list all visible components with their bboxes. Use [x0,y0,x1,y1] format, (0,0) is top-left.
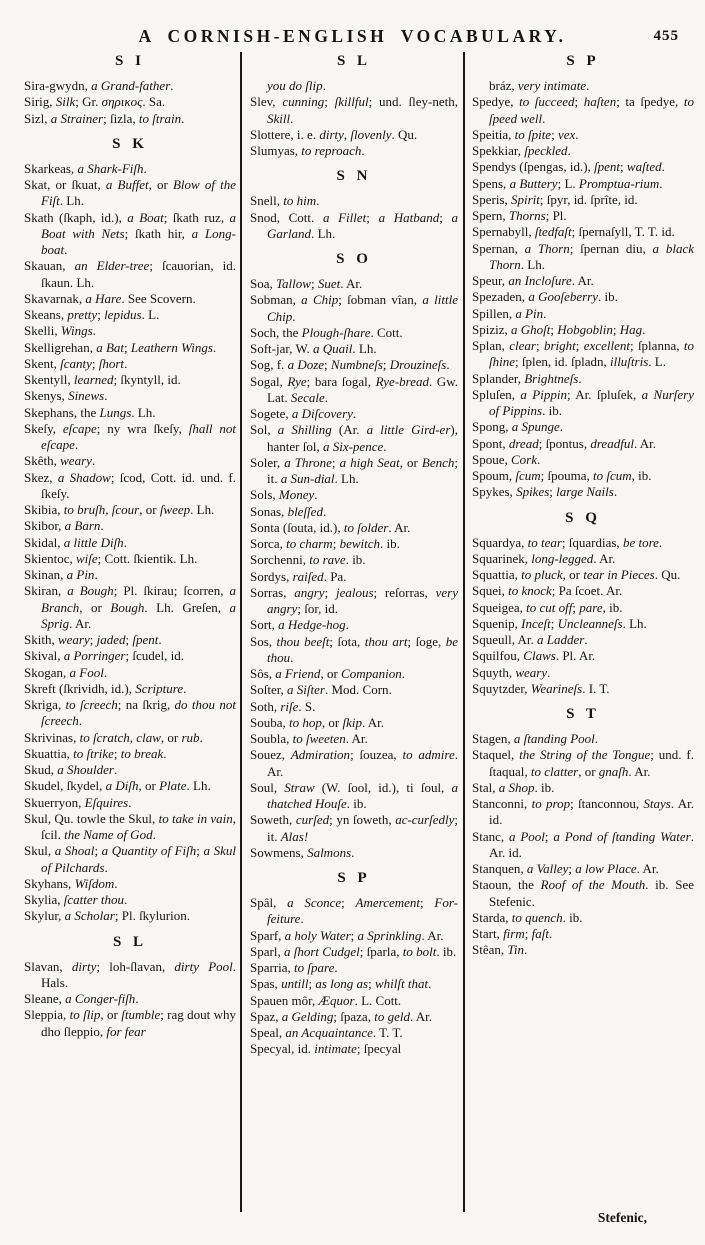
section-heading: S T [566,706,600,722]
dictionary-entry: Skibor, a Barn. [24,518,104,534]
dictionary-entry: Splan, clear; bright; excellent; ſplanna, to ſhine; ſplen, id. ſpladn, illuſtris. L. [472,338,694,370]
dictionary-entry: Skelli, Wings. [24,323,96,339]
dictionary-entry: Skidal, a little Diſh. [24,534,127,550]
entry-continuation: you do ſlip. [267,78,326,93]
dictionary-entry: Squilfou, Claws. Pl. Ar. [472,648,596,664]
dictionary-entry: Sparl, a ſhort Cudgel; ſparla, to bolt. ib. [250,943,457,959]
section-heading: S O [336,251,372,267]
dictionary-entry: Spendys (ſpengas, id.), ſpent; waſted. [472,159,665,175]
dictionary-entry: Skudel, ſkydel, a Diſh, or Plate. Lh. [24,778,211,794]
dictionary-entry: Skyhans, Wiſdom. [24,875,118,891]
dictionary-entry: Skenys, Sinews. [24,388,108,404]
dictionary-entry: Speal, an Acquaintance. T. T. [250,1025,403,1040]
dictionary-entry: Stanconni, to prop; ſtanconnou, Stays. Ar. id. [472,796,694,828]
dictionary-entry: Soch, the Plough-ſhare. Cott. [250,324,403,340]
dictionary-entry: Skat, or ſkuat, a Buffet, or Blow of the Fiſt. Lh. [24,177,237,209]
dictionary-entry: Skientoc, wiſe; Cott. ſkientik. Lh. [24,550,198,566]
dictionary-entry: Souez, Admiration; ſouzea, to admire. Ar. [250,747,458,779]
dictionary-entry: Specyal, id. intimate; ſpecyal [250,1041,402,1057]
dictionary-entry: Spong, a Spunge. [472,419,564,435]
dictionary-entry: Skarkeas, a Shark-Fiſh. [24,160,147,176]
dictionary-entry: Stêan, Tin. [472,942,528,958]
section-heading: S L [112,933,148,950]
dictionary-entry: Skiran, a Bough; Pl. ſkirau; ſcorren, a Branch, or Bough. Lh. Greſen, a Sprig. Ar. [24,583,236,631]
dictionary-entry: Spaz, a Gelding; ſpaza, to geld. Ar. [250,1008,433,1024]
dictionary-entry: Squenip, Inceſt; Uncleanneſs. Lh. [472,615,647,631]
dictionary-entry: Skentyll, learned; ſkyntyll, id. [24,372,181,387]
dictionary-entry: Skul, Qu. towle the Skul, to take in vain, ſcil. the Name of God. [24,810,236,842]
dictionary-entry: Soweth, curſed; yn ſoweth, ac-curſedly; it. Alas! [250,812,459,844]
dictionary-entry: Spezaden, a Gooſeberry. ib. [472,289,618,305]
dictionary-entry: Skêth, weary. [24,453,96,469]
dictionary-entry: Spillen, a Pin. [472,305,547,321]
section-heading: S P [337,870,371,886]
dictionary-entry: Skeſy, eſcape; ny wra ſkeſy, ſhall not eſcape. [24,420,236,452]
dictionary-entry: Skith, weary; jaded; ſpent. [24,632,162,647]
dictionary-entry: Sonta (ſouta, id.), to ſolder. Ar. [250,519,411,535]
dictionary-entry: Spernan, a Thorn; ſpernan diu, a black Thorn. Lh. [472,240,694,272]
dictionary-entry: Soler, a Throne; a high Seat, or Bench; it. a Sun-dial. Lh. [250,454,458,486]
dictionary-entry: Soft-jar, W. a Quail. Lh. [250,341,377,356]
dictionary-entry: Snell, to him. [250,193,320,209]
dictionary-entry: Skinan, a Pin. [24,567,98,582]
dictionary-entry: Starda, to quench. ib. [472,909,583,925]
dictionary-entry: Slavan, dirty; loh-ſlavan, dirty Pool. Hals. [24,958,236,990]
dictionary-entry: Sol, a Shilling (Ar. a little Gird-er), hanter ſol, a Six-pence. [250,422,458,454]
dictionary-entry: Sizl, a Strainer; ſizla, to ſtrain. [24,110,185,126]
entry-continuation: bráz, very intimate. [489,78,590,93]
dictionary-entry: Sorras, angry; jealous; reſorras, very angry; ſor, id. [250,584,458,616]
dictionary-entry: Start, firm; faſt. [472,926,553,941]
dictionary-entry: Souba, to hop, or ſkip. Ar. [250,714,385,730]
dictionary-entry: Skuerryon, Eſquires. [24,794,132,810]
dictionary-entry: Squei, to knock; Pa ſcoet. Ar. [472,583,623,599]
section-heading: S P [566,53,600,69]
dictionary-entry: Sorca, to charm; bewitch. ib. [250,536,400,551]
dictionary-entry: Squeull, Ar. a Ladder. [472,632,588,647]
dictionary-entry: Speur, an Incloſure. Ar. [472,273,594,288]
dictionary-entry: Squattia, to pluck, or tear in Pieces. Qu. [472,567,681,582]
dictionary-entry: Squyth, weary. [472,664,551,680]
dictionary-entry: Skylur, a Scholar; Pl. ſkylurion. [24,908,190,924]
dictionary-entry: Sols, Money. [250,487,318,503]
dictionary-entry: Skival, a Porringer; ſcudel, id. [24,648,184,664]
column-2 [250,52,458,1058]
dictionary-entry: Stanquen, a Valley; a low Place. Ar. [472,861,659,876]
section-heading: S L [336,53,372,69]
dictionary-entry: Skeans, pretty; lepidus. L. [24,307,160,322]
dictionary-entry: Skuattia, to ſtrike; to break. [24,745,167,761]
section-heading: S N [336,168,372,185]
dictionary-entry: Snod, Cott. a Fillet; a Hatband; a Garland. Lh. [250,209,459,241]
dictionary-entry: Skez, a Shadow; ſcod, Cott. id. und. f. ſkeſy. [24,469,236,501]
dictionary-entry: Stagen, a ſtanding Pool. [472,731,599,746]
dictionary-entry: Spluſen, a Pippin; Ar. ſpluſek, a Nurſery of Pippins. ib. [472,386,694,418]
dictionary-entry: Skent, ſcanty; ſhort. [24,355,128,371]
dictionary-entry: Soubla, to ſweeten. Ar. [250,731,368,746]
dictionary-entry: Soſter, a Siſter. Mod. Corn. [250,682,392,698]
dictionary-entry: Sog, f. a Doze; Numbneſs; Drouzineſs. [250,357,450,373]
catchword: Stefenic, [597,1210,647,1225]
dictionary-entry: Sleane, a Conger-fiſh. [24,991,139,1006]
dictionary-entry: Skylia, ſcatter thou. [24,892,128,907]
dictionary-entry: Speitia, to ſpite; vex. [472,126,579,142]
dictionary-entry: Spoum, ſcum; ſpouma, to ſcum, ib. [472,468,652,483]
dictionary-entry: Squardya, to tear; ſquardias, be tore. [472,534,663,550]
dictionary-entry: Slev, cunning; ſkillful; und. ſley-neth, Skill. [250,94,458,126]
dictionary-entry: Sorchenni, to rave. ib. [250,552,366,568]
dictionary-entry: Spern, Thorns; Pl. [472,208,567,223]
dictionary-entry: Spernabyll, ſtedfaſt; ſpernaſyll, T. T. id. [472,224,675,240]
dictionary-entry: Slottere, i. e. dirty, ſlovenly. Qu. [250,126,418,142]
dictionary-entry: Sogete, a Diſcovery. [250,406,357,421]
dictionary-entry: Stal, a Shop. ib. [472,779,555,795]
dictionary-entry: Spens, a Buttery; L. Promptua-rium. [472,175,663,191]
dictionary-entry: Spedye, to ſucceed; haſten; ta ſpedye, to ſpeed well. [472,94,694,126]
column-rule-left [240,52,242,1212]
dictionary-entry: Stanc, a Pool; a Pond of ſtanding Water. Ar. id. [472,828,694,860]
dictionary-entry: Spâl, a Sconce; Amercement; For-feiture. [250,895,458,927]
dictionary-entry: Skud, a Shoulder. [24,762,118,777]
page-number: 455 [653,28,679,44]
dictionary-entry: Sira-gwydn, a Grand-father. [24,78,174,93]
dictionary-entry: Skelligrehan, a Bat; Leathern Wings. [24,339,217,355]
section-heading: S Q [565,509,601,526]
dictionary-entry: Spykes, Spikes; large Nails. [472,484,618,500]
dictionary-entry: Sirig, Silk; Gr. σηρικος. Sa. [24,94,166,110]
dictionary-entry: Sordys, raiſed. Pa. [250,568,347,584]
dictionary-entry: Squarinek, long-legged. Ar. [472,550,616,566]
dictionary-entry: Skauan, an Elder-tree; ſcauorian, id. ſkaun. Lh. [24,258,236,290]
dictionary-entry: Sparf, a holy Water; a Sprinkling. Ar. [250,927,444,943]
dictionary-entry: Staquel, the String of the Tongue; und. f. ſtaqual, to clatter, or gnaſh. Ar. [472,747,694,779]
dictionary-entry: Skrivinas, to ſcratch, claw, or rub. [24,729,203,745]
dictionary-entry: Sparria, to ſpare. [250,960,338,975]
dictionary-entry: Soa, Tallow; Suet. Ar. [250,276,363,291]
dictionary-entry: Splander, Brightneſs. [472,370,582,386]
dictionary-entry: Slumyas, to reproach. [250,143,365,158]
section-heading: S I [115,53,145,69]
dictionary-entry: Soul, Straw (W. ſool, id.), ti ſoul, a thatched Houſe. ib. [250,779,458,811]
dictionary-entry: Speris, Spirit; ſpyr, id. ſprîte, id. [472,191,638,207]
dictionary-entry: Skibia, to bruſh, ſcour, or ſweep. Lh. [24,502,215,517]
page-title: A CORNISH-ENGLISH VOCABULARY. [138,26,567,46]
dictionary-entry: Soth, riſe. S. [250,698,316,714]
dictionary-entry: Sôs, a Friend, or Companion. [250,666,405,681]
dictionary-entry: Sos, thou beeſt; ſota, thou art; ſoge, be thou. [250,633,458,665]
column-1 [24,52,236,1040]
dictionary-entry: Skreft (ſkrividh, id.), Scripture. [24,680,187,696]
dictionary-entry: Sonas, bleſſed. [250,503,327,519]
dictionary-entry: Sleppia, to ſlip, or ſtumble; rag dout why dho ſleppio, for fear [24,1007,236,1039]
dictionary-entry: Spont, dread; ſpontus, dreadful. Ar. [472,435,656,451]
dictionary-entry: Sort, a Hedge-hog. [250,617,349,633]
dictionary-entry: Skavarnak, a Hare. See Scovern. [24,290,196,306]
column-3 [472,52,694,959]
dictionary-entry: Skath (ſkaph, id.), a Boat; ſkath ruz, a Boat with Nets; ſkath hir, a Long-boat. [24,209,236,257]
dictionary-entry: Spekkiar, ſpeckled. [472,143,571,158]
dictionary-entry: Skogan, a Fool. [24,664,108,680]
dictionary-entry: Spoue, Cork. [472,451,541,467]
dictionary-entry: Spiziz, a Ghoſt; Hobgoblin; Hag. [472,321,646,337]
dictionary-entry: Skul, a Shoal; a Quantity of Fiſh; a Skul of Pilchards. [24,843,236,875]
dictionary-entry: Squeigea, to cut off; pare, ib. [472,599,623,615]
dictionary-entry: Skephans, the Lungs. Lh. [24,404,156,420]
section-heading: S K [112,135,148,152]
dictionary-entry: Squytzder, Wearineſs. I. T. [472,680,610,696]
dictionary-entry: Sowmens, Salmons. [250,844,355,860]
dictionary-entry: Skriga, to ſcreech; na ſkrig, do thou not ſcreech. [24,697,236,729]
dictionary-entry: Staoun, the Roof of the Mouth. ib. See Stefenic. [472,877,694,909]
dictionary-entry: Sobman, a Chip; ſobman vîan, a little Chip. [250,292,458,324]
dictionary-entry: Spas, untill; as long as; whilſt that. [250,976,432,992]
dictionary-entry: Spauen môr, Æquor. L. Cott. [250,992,402,1008]
dictionary-entry: Sogal, Rye; bara ſogal, Rye-bread. Gw. Lat. Secale. [250,373,458,405]
column-rule-right [463,52,465,1212]
